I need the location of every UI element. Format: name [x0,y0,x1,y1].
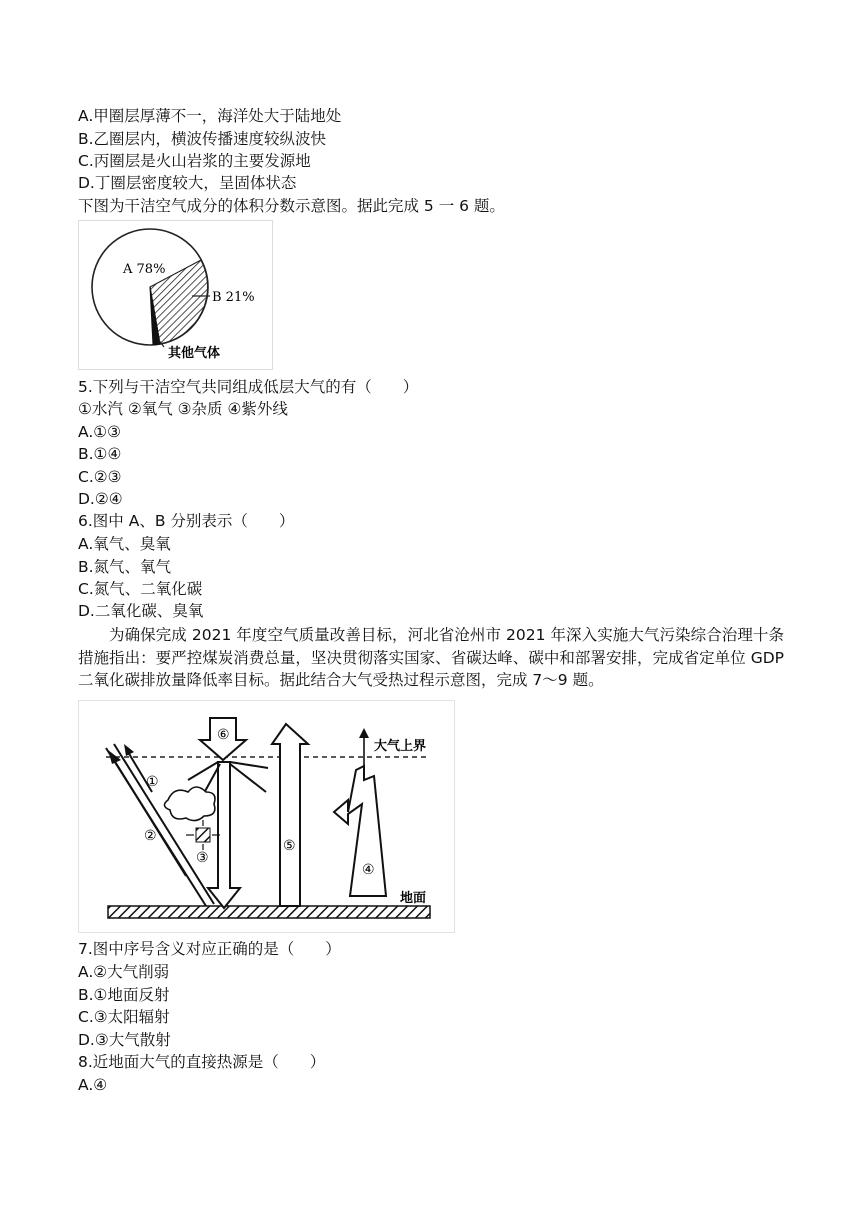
scatter-particle-icon [186,820,220,850]
figure-border [79,701,455,933]
q5-option-c: C.②③ [78,468,122,486]
q6-option-a: A.氧气、臭氧 [78,535,171,553]
label-2: ② [144,828,157,844]
label-5: ⑤ [283,838,296,854]
air-composition-pie-figure [78,220,273,370]
label-6: ⑥ [217,727,230,743]
scatter-arrow-3 [230,764,266,792]
arrow-2-line-a [114,744,214,904]
pie-label-a: A 78% [123,262,166,277]
pie-label-other: 其他气体 [168,346,221,361]
label-4: ④ [362,862,375,878]
arrow-5-ground-radiation [272,724,308,906]
q4-option-b: B.乙圈层内，横波传播速度较纵波快 [78,130,327,148]
q6-option-d: D.二氧化碳、臭氧 [78,602,204,620]
escape-arrow-head [359,728,369,738]
q5-items: ①水汽 ②氧气 ③杂质 ④紫外线 [78,400,288,418]
label-atmosphere-top: 大气上界 [374,739,427,754]
q7-option-d: D.③大气散射 [78,1031,171,1049]
scatter-arrow-4 [230,762,268,768]
q6-option-b: B.氮气、氧气 [78,558,172,576]
q7-option-a: A.②大气削弱 [78,963,170,981]
q7-option-c: C.③太阳辐射 [78,1008,170,1026]
label-ground: 地面 [400,891,427,906]
arrow-small-left-head [124,744,134,756]
ground-surface [108,906,430,918]
q6-option-c: C.氮气、二氧化碳 [78,580,203,598]
intro-5-6: 下图为干洁空气成分的体积分数示意图。据此完成 5 一 6 题。 [78,197,505,215]
q8-stem: 8.近地面大气的直接热源是（ ） [78,1053,326,1071]
intro-7-9: 为确保完成 2021 年度空气质量改善目标，河北省沧州市 2021 年深入实施大气污染综合治理十条措施指出：要严控煤炭消费总量，坚决贯彻落实国家、省碳达峰、碳中和部署安排，完成省定单位 GDP 二氧化碳排放量降低率目标。据此结合大气受热过程示意图，完成 7～9 题。 [78,626,784,689]
q4-option-a: A.甲圈层厚薄不一，海洋处大于陆地处 [78,107,342,125]
q8-option-a: A.④ [78,1076,108,1094]
cloud-icon [164,787,215,821]
q4-option-d: D.丁圈层密度较大，呈固体状态 [78,174,297,192]
q4-option-c: C.丙圈层是火山岩浆的主要发源地 [78,152,311,170]
q5-stem: 5.下列与干洁空气共同组成低层大气的有（ ） [78,378,419,396]
q7-option-b: B.①地面反射 [78,986,170,1004]
label-1: ① [146,774,159,790]
pie-label-b: B 21% [212,290,255,305]
q6-stem: 6.图中 A、B 分别表示（ ） [78,512,295,530]
atmosphere-heating-diagram [78,700,455,933]
arrow-4-counter-radiation [334,766,386,896]
label-3: ③ [196,850,209,866]
q5-option-a: A.①③ [78,423,122,441]
q5-option-d: D.②④ [78,490,123,508]
q5-option-b: B.①④ [78,445,122,463]
q7-stem: 7.图中序号含义对应正确的是（ ） [78,940,341,958]
